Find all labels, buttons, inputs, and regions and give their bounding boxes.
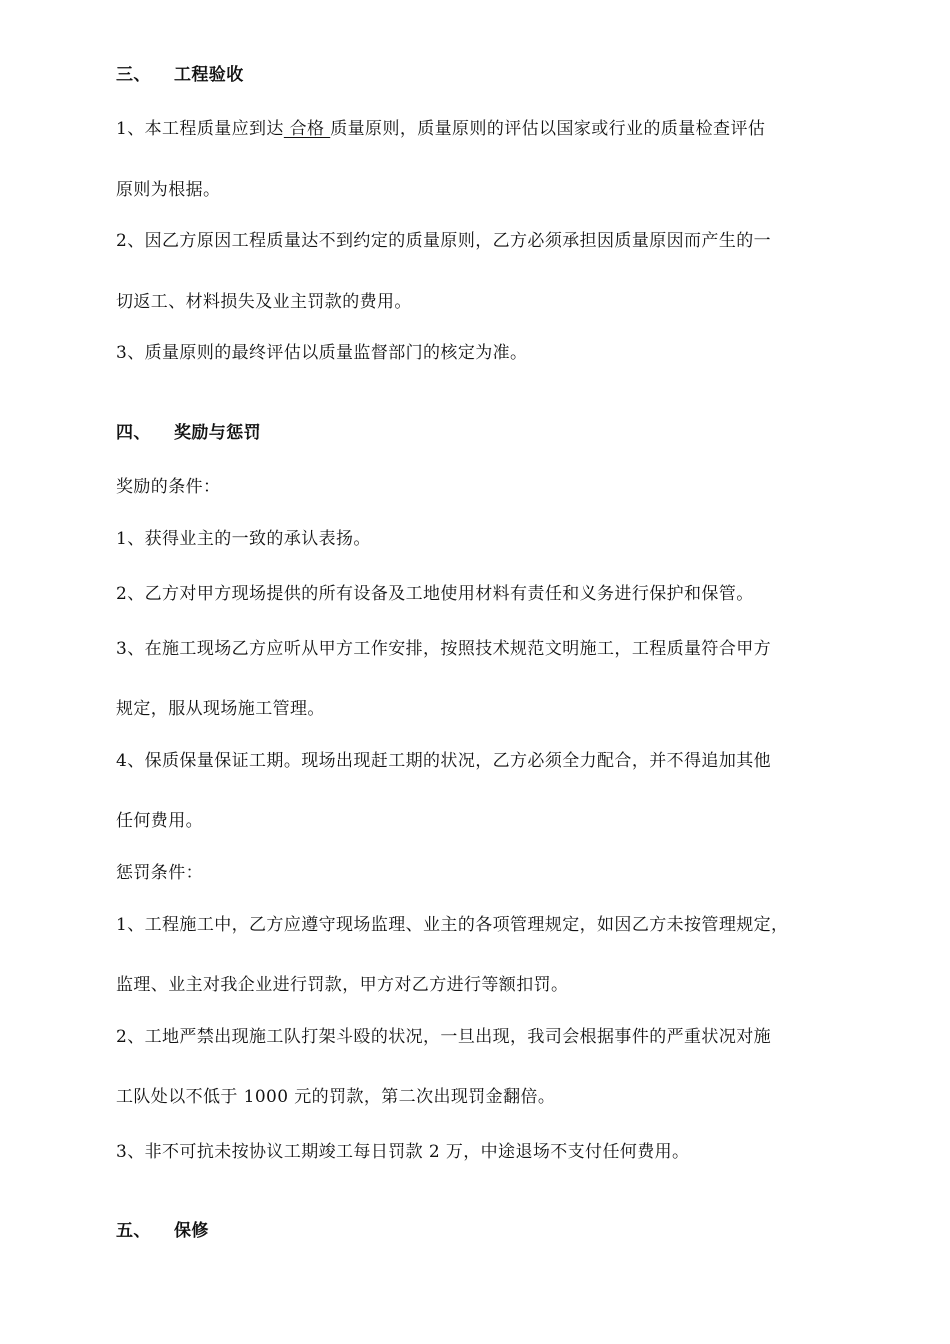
list-item-continuation: 规定，服从现场施工管理。	[116, 699, 325, 719]
list-item-continuation: 工队处以不低于 1000 元的罚款，第二次出现罚金翻倍。	[116, 1087, 556, 1107]
paragraph: 2、因乙方原因工程质量达不到约定的质量原则，乙方必须承担因质量原因而产生的一	[116, 231, 772, 251]
list-item: 3、非不可抗未按协议工期竣工每日罚款 2 万，中途退场不支付任何费用。	[116, 1142, 690, 1162]
section-number: 五、	[116, 1221, 151, 1241]
list-item: 2、乙方对甲方现场提供的所有设备及工地使用材料有责任和义务进行保护和保管。	[116, 584, 754, 604]
paragraph: 3、质量原则的最终评估以质量监督部门的核定为准。	[116, 343, 528, 363]
paragraph-continuation: 原则为根据。	[116, 180, 221, 200]
section-title: 工程验收	[174, 65, 244, 85]
paragraph-continuation: 切返工、材料损失及业主罚款的费用。	[116, 292, 412, 312]
section-number: 四、	[116, 423, 151, 443]
section-heading-warranty	[116, 1219, 209, 1243]
underlined-fill-in: 合格	[283, 119, 331, 139]
penalty-label: 惩罚条件：	[116, 863, 203, 883]
section-number: 三、	[116, 65, 151, 85]
list-item: 4、保质保量保证工期。现场出现赶工期的状况，乙方必须全力配合，并不得追加其他	[116, 751, 772, 771]
section-heading-acceptance	[116, 63, 244, 87]
list-item: 3、在施工现场乙方应听从甲方工作安排，按照技术规范文明施工，工程质量符合甲方	[116, 639, 772, 659]
list-item: 1、工程施工中，乙方应遵守现场监理、业主的各项管理规定，如因乙方未按管理规定，	[116, 915, 789, 935]
paragraph-text: 1、本工程质量应到达	[116, 119, 284, 139]
paragraph-text: 质量原则，质量原则的评估以国家或行业的质量检查评估	[330, 119, 766, 139]
paragraph	[116, 117, 765, 141]
list-item-continuation: 任何费用。	[116, 811, 203, 831]
section-title: 保修	[174, 1221, 209, 1241]
list-item: 2、工地严禁出现施工队打架斗殴的状况，一旦出现，我司会根据事件的严重状况对施	[116, 1027, 772, 1047]
list-item-continuation: 监理、业主对我企业进行罚款，甲方对乙方进行等额扣罚。	[116, 975, 569, 995]
section-heading-reward-penalty	[116, 421, 261, 445]
list-item: 1、获得业主的一致的承认表扬。	[116, 529, 371, 549]
reward-label: 奖励的条件：	[116, 477, 221, 497]
section-title: 奖励与惩罚	[174, 423, 261, 443]
